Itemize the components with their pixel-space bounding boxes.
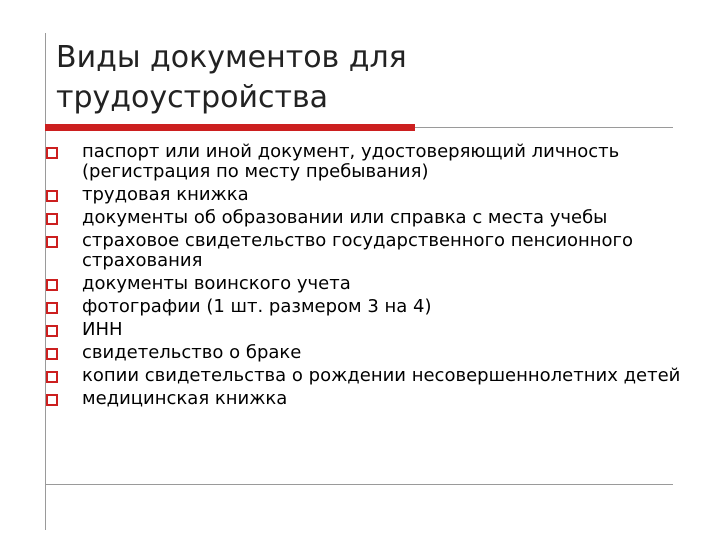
hollow-square-bullet-icon (46, 236, 58, 248)
bottom-divider-line (45, 484, 673, 485)
list-item (42, 142, 682, 182)
list-item-text: ИНН (82, 319, 123, 340)
document-list (42, 142, 682, 412)
hollow-square-bullet-icon (46, 279, 58, 291)
list-item (42, 389, 682, 409)
list-item (42, 274, 682, 294)
list-item (42, 297, 682, 317)
list-item-text: копии свидетельства о рождении несовершеннолетних детей (82, 365, 681, 386)
list-item (42, 185, 682, 205)
hollow-square-bullet-icon (46, 302, 58, 314)
title-accent-bar (45, 124, 415, 131)
hollow-square-bullet-icon (46, 325, 58, 337)
list-item (42, 208, 682, 228)
hollow-square-bullet-icon (46, 348, 58, 360)
list-item-text: трудовая книжка (82, 184, 249, 205)
list-item-text: паспорт или иной документ, удостоверяющий личность (регистрация по месту пребывания) (82, 141, 620, 182)
slide-title: Виды документов для трудоустройства (56, 40, 407, 115)
list-item (42, 231, 682, 271)
hollow-square-bullet-icon (46, 213, 58, 225)
hollow-square-bullet-icon (46, 190, 58, 202)
list-item (42, 343, 682, 363)
list-item-text: фотографии (1 шт. размером 3 на 4) (82, 296, 432, 317)
hollow-square-bullet-icon (46, 394, 58, 406)
list-item-text: страховое свидетельство государственного пенсионного страхования (82, 230, 634, 271)
list-item-text: документы об образовании или справка с места учебы (82, 207, 608, 228)
title-divider-line (415, 127, 673, 128)
hollow-square-bullet-icon (46, 371, 58, 383)
list-item-text: медицинская книжка (82, 388, 288, 409)
list-item-text: документы воинского учета (82, 273, 351, 294)
hollow-square-bullet-icon (46, 147, 58, 159)
list-item (42, 320, 682, 340)
list-item-text: свидетельство о браке (82, 342, 302, 363)
list-item (42, 366, 682, 386)
